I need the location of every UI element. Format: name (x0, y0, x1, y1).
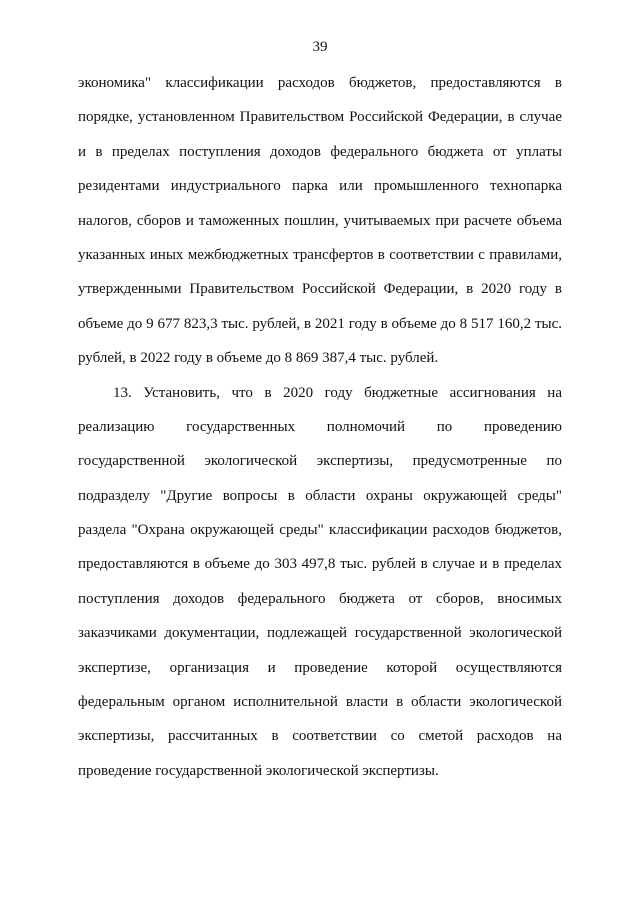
page-number: 39 (312, 39, 328, 55)
document-body (78, 73, 562, 795)
text-line: указанных иных межбюджетных трансфертов в соответствии с правилами, (78, 246, 562, 263)
text-line: федеральным органом исполнительной власти в области экологической (78, 694, 562, 711)
text-line: заказчиками документации, подлежащей государственной экологической (78, 625, 562, 642)
text-line: проведение государственной экологической экспертизы. (78, 762, 439, 779)
text-line: экспертизы, рассчитанных в соответствии со сметой расходов на (78, 728, 562, 745)
text-line: подразделу "Другие вопросы в области охраны окружающей среды" (78, 487, 562, 504)
text-line: раздела "Охрана окружающей среды" классификации расходов бюджетов, (78, 522, 562, 539)
text-line: предоставляются в объеме до 303 497,8 тыс. рублей в случае и в пределах (78, 556, 562, 573)
text-line: реализацию государственных полномочий по проведению (78, 418, 562, 435)
text-line: 13. Установить, что в 2020 году бюджетные ассигнования на (113, 384, 562, 401)
text-line: порядке, установленном Правительством Российской Федерации, в случае (78, 109, 562, 126)
text-line: объеме до 9 677 823,3 тыс. рублей, в 2021 году в объеме до 8 517 160,2 тыс. (78, 315, 562, 332)
paragraph-item-13 (78, 383, 562, 796)
paragraph-continuation (78, 73, 562, 383)
text-line: рублей, в 2022 году в объеме до 8 869 387,4 тыс. рублей. (78, 350, 439, 367)
text-line: поступления доходов федерального бюджета от сборов, вносимых (78, 590, 562, 607)
text-line: налогов, сборов и таможенных пошлин, учитываемых при расчете объема (78, 212, 562, 229)
text-line: и в пределах поступления доходов федерального бюджета от уплаты (78, 143, 562, 160)
text-line: государственной экологической экспертизы, предусмотренные по (78, 453, 562, 470)
text-line: утвержденными Правительством Российской Федерации, в 2020 году в (78, 281, 562, 298)
text-line: резидентами индустриального парка или промышленного технопарка (78, 178, 562, 195)
text-line: экономика" классификации расходов бюджетов, предоставляются в (78, 75, 562, 91)
text-line: экспертизе, организация и проведение которой осуществляются (78, 659, 562, 676)
